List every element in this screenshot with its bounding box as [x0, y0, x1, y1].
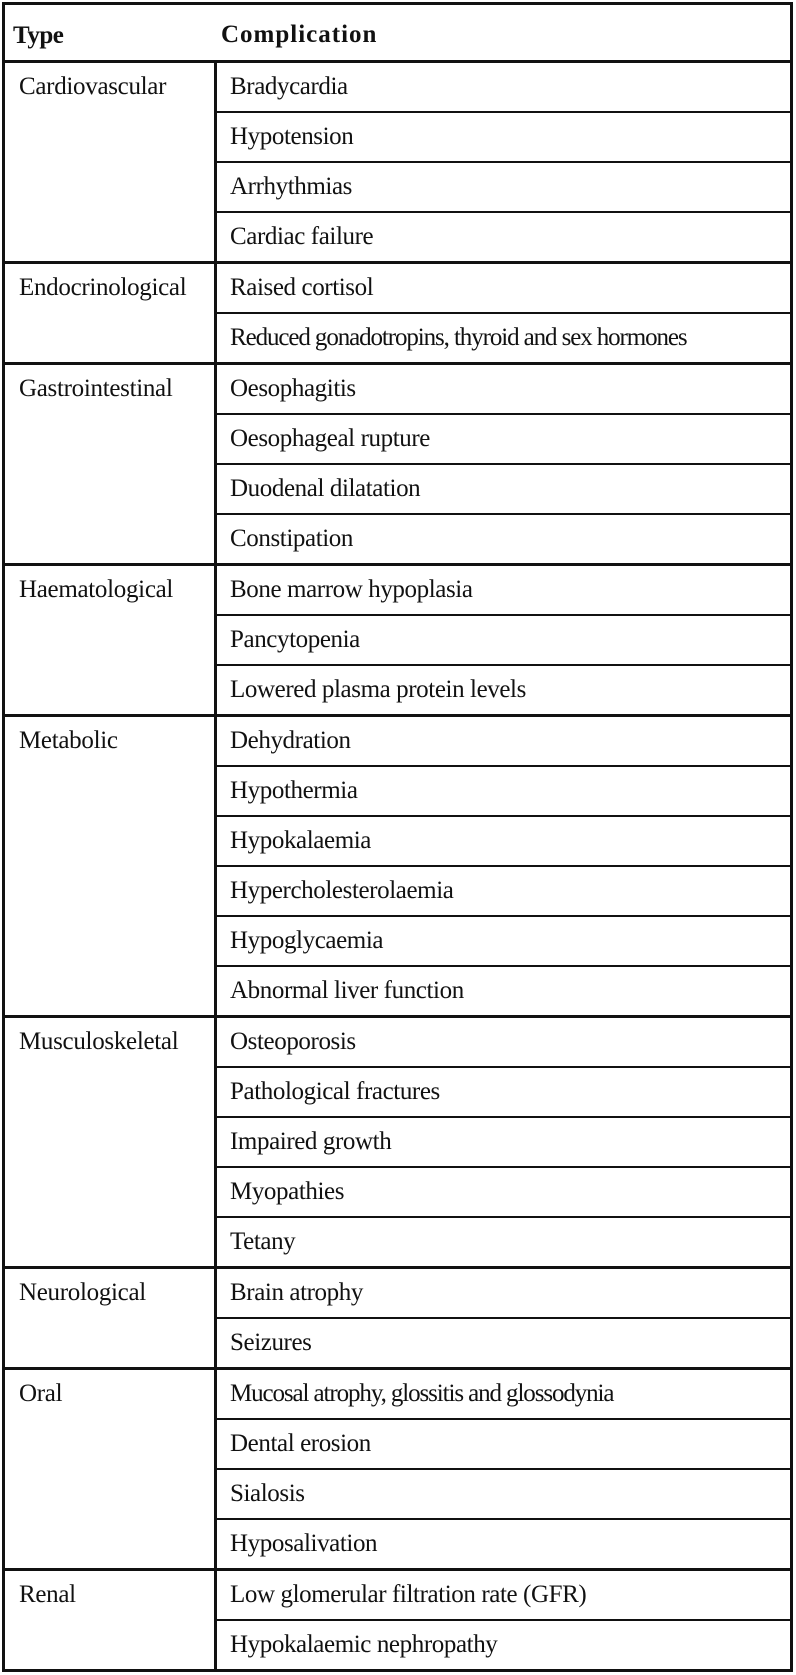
type-cell: Endocrinological: [5, 264, 217, 362]
complication-cell: Hypoglycaemia: [217, 917, 790, 967]
complication-cell: Seizures: [230, 1329, 312, 1356]
complication-list: [217, 63, 790, 261]
complication-list: [217, 1269, 790, 1367]
complication-cell: Hypokalaemia: [217, 817, 790, 867]
type-cell: Metabolic: [5, 717, 217, 1015]
table-row-group: [5, 365, 790, 566]
complication-list: [217, 1018, 790, 1266]
complication-cell: Bone marrow hypoplasia: [217, 566, 790, 616]
complication-cell: Dental erosion: [217, 1420, 790, 1470]
complication-cell: Arrhythmias: [217, 163, 790, 213]
complication-list: [217, 717, 790, 1015]
type-cell: Oral: [5, 1370, 217, 1568]
complication-cell: Constipation: [230, 525, 353, 552]
complication-cell: Low glomerular filtration rate (GFR): [217, 1571, 790, 1621]
complication-cell: Bradycardia: [217, 63, 790, 113]
complication-cell: Brain atrophy: [217, 1269, 790, 1319]
header-complication: Complication: [221, 21, 378, 48]
table-row-group: [5, 63, 790, 264]
complications-table: [2, 2, 793, 1672]
complication-cell: Oesophageal rupture: [217, 415, 790, 465]
table-row-group: [5, 1269, 790, 1370]
complication-list: [217, 365, 790, 563]
header-type: Type: [13, 22, 64, 49]
complication-cell: Hypothermia: [217, 767, 790, 817]
complication-cell: Myopathies: [217, 1168, 790, 1218]
complication-list: [217, 1370, 790, 1568]
type-cell: Haematological: [5, 566, 217, 714]
complication-cell: Raised cortisol: [217, 264, 790, 314]
type-cell: Cardiovascular: [5, 63, 217, 261]
complication-cell: Hypercholesterolaemia: [217, 867, 790, 917]
complication-list: [217, 566, 790, 714]
table-row-group: [5, 264, 790, 365]
complication-cell: Mucosal atrophy, glossitis and glossodynia: [217, 1370, 790, 1420]
complication-cell: Oesophagitis: [217, 365, 790, 415]
type-cell: Renal: [5, 1571, 217, 1669]
table-row-group: [5, 566, 790, 717]
complication-list: [217, 264, 790, 362]
complication-cell: Hypotension: [217, 113, 790, 163]
table-header: [5, 5, 790, 63]
table-row-group: [5, 1018, 790, 1269]
complication-cell: Pancytopenia: [217, 616, 790, 666]
complication-cell: Lowered plasma protein levels: [230, 676, 526, 703]
complication-cell: Hypokalaemic nephropathy: [230, 1631, 498, 1658]
type-cell: Musculoskeletal: [5, 1018, 217, 1266]
complication-cell: Impaired growth: [217, 1118, 790, 1168]
complication-cell: Cardiac failure: [230, 223, 374, 250]
complication-cell: Pathological fractures: [217, 1068, 790, 1118]
complication-cell: Abnormal liver function: [230, 977, 464, 1004]
complication-cell: Dehydration: [217, 717, 790, 767]
table-row-group: [5, 1370, 790, 1571]
complication-cell: Hyposalivation: [230, 1530, 378, 1557]
complication-cell: Duodenal dilatation: [217, 465, 790, 515]
complication-cell: Reduced gonadotropins, thyroid and sex hormones: [230, 324, 687, 351]
complication-cell: Tetany: [230, 1228, 296, 1255]
table-body: [5, 63, 790, 1669]
table-row-group: [5, 1571, 790, 1669]
type-cell: Gastrointestinal: [5, 365, 217, 563]
type-cell: Neurological: [5, 1269, 217, 1367]
table-row-group: [5, 717, 790, 1018]
complication-list: [217, 1571, 790, 1669]
complication-cell: Sialosis: [217, 1470, 790, 1520]
complication-cell: Osteoporosis: [217, 1018, 790, 1068]
